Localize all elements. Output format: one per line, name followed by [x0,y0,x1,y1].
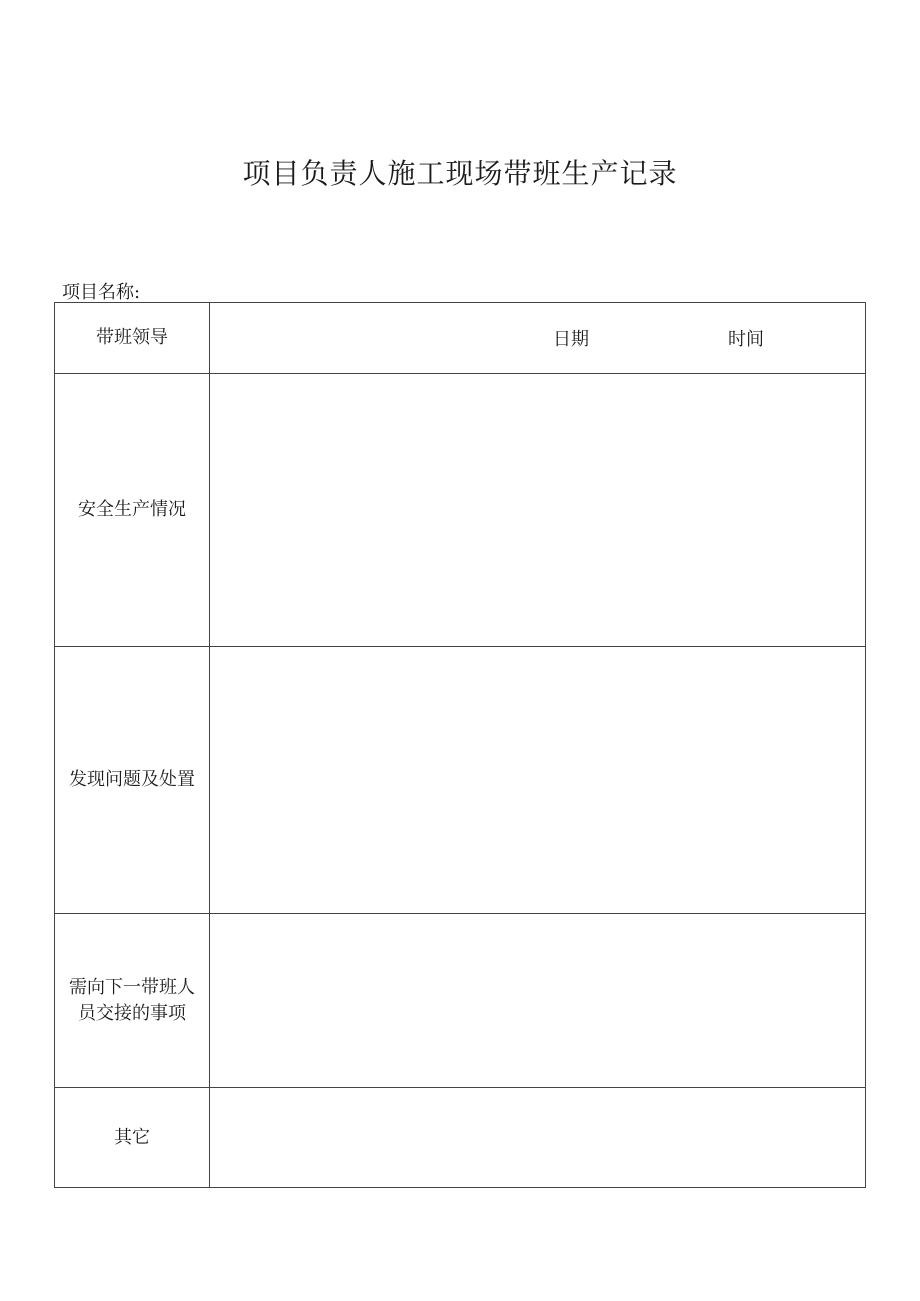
project-name-label: 项目名称: [62,282,141,303]
safety-field[interactable] [210,374,865,646]
problems-field[interactable] [210,647,865,913]
leader-label: 带班领导 [55,303,210,373]
table-row-safety [55,374,865,647]
problems-label: 发现问题及处置 [55,647,210,913]
other-field[interactable] [210,1088,865,1187]
table-row-handover [55,914,865,1088]
handover-label-line2: 员交接的事项 [78,1002,186,1024]
handover-field[interactable] [210,914,865,1087]
time-label: 时间 [728,329,764,350]
table-row-header [55,303,865,374]
leader-field[interactable] [210,303,865,373]
record-table [54,302,866,1188]
safety-label: 安全生产情况 [55,374,210,646]
handover-label [55,914,210,1087]
document-title: 项目负责人施工现场带班生产记录 [242,157,678,190]
table-row-other [55,1088,865,1187]
table-row-problems [55,647,865,914]
other-label: 其它 [55,1088,210,1187]
date-label: 日期 [553,329,589,350]
handover-label-line1: 需向下一带班人 [69,976,195,998]
